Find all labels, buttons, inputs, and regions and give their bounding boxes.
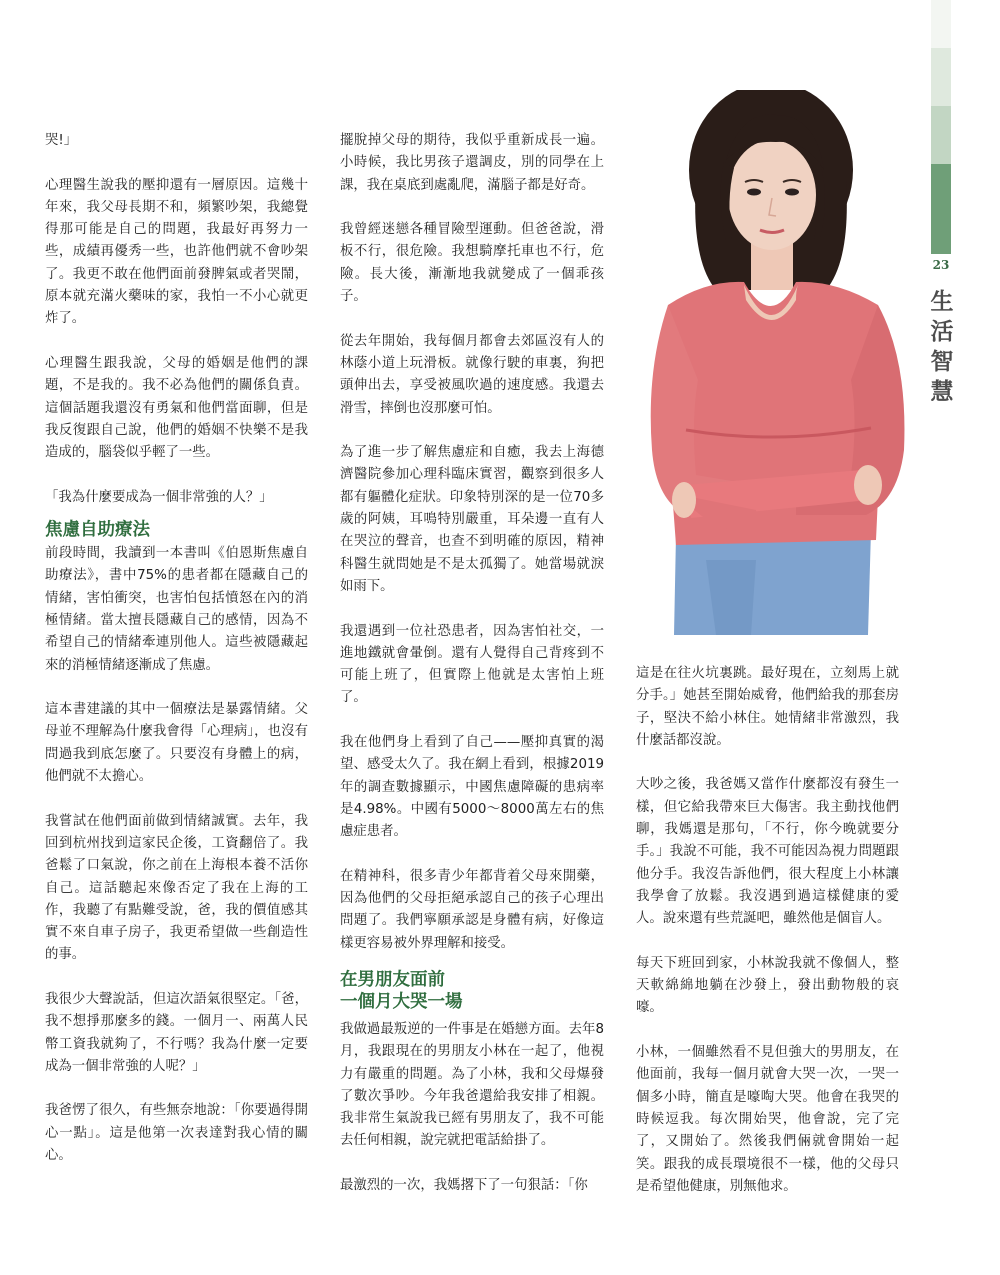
section-heading [340,969,604,1013]
paragraph: 每天下班回到家，小林說我就不像個人，整天軟綿綿地躺在沙發上，發出動物般的哀嚎。 [636,955,899,1016]
paragraph: 擺脫掉父母的期待，我似乎重新成長一遍。小時候，我比男孩子還調皮，別的同學在上課，我在桌底到處亂爬，滿腦子都是好奇。 [340,133,604,193]
tab-block-2 [931,48,951,106]
paragraph: 我嘗試在他們面前做到情緒誠實。去年，我回到杭州找到這家民企後，工資翻倍了。我爸鬆了口氣說，你之前在上海根本養不活你自己。這話聽起來像否定了我在上海的工作，我聽了有點難受說，爸，我的價值感其實不來自車子房子，我更希望做一些創造性的事。 [45,813,308,963]
article-column-2 [340,130,604,1220]
section-title-char: 生 [930,288,954,315]
paragraph: 我很少大聲說話，但這次語氣很堅定。「爸，我不想掙那麼多的錢。一個月一、兩萬人民幣工資我就夠了，不行嗎？我為什麼一定要成為一個非常強的人呢？」 [45,991,308,1074]
page-number: 23 [932,258,950,272]
jeans [674,530,871,635]
portrait-photo [646,90,910,635]
tab-block-4 [931,164,951,254]
section-heading-line: 在男朋友面前 [340,969,445,990]
tab-block-3 [931,106,951,164]
article-column-1 [45,130,308,1190]
tab-block-1 [931,0,951,48]
paragraph: 這是在往火坑裏跳。最好現在，立刻馬上就分手。」她甚至開始威脅，他們給我的那套房子，堅決不給小林住。她情緒非常激烈，我什麼話都沒說。 [636,666,899,748]
section-title [929,287,955,407]
section-title-char: 慧 [930,378,954,405]
paragraph: 我爸愣了很久，有些無奈地說：「你要過得開心一點」。這是他第一次表達對我心情的關心。 [45,1103,308,1164]
paragraph: 「我為什麼要成為一個非常強的人？」 [45,489,273,505]
paragraph: 在精神科，很多青少年都背着父母來開藥，因為他們的父母拒絕承認自己的孩子心理出問題了。我們寧願承認是身體有病，好像這樣更容易被外界理解和接受。 [340,868,604,951]
paragraph: 我曾經迷戀各種冒險型運動。但爸爸說，滑板不行，很危險。我想騎摩托車也不行，危險。長大後，漸漸地我就變成了一個乖孩子。 [340,222,604,305]
paragraph: 我做過最叛逆的一件事是在婚戀方面。去年8月，我跟現在的男朋友小林在一起了，他視力有嚴重的問題。為了小林，我和父母爆發了數次爭吵。今年我爸還給我安排了相親。我非常生氣說我已經有男朋友了，我不可能去任何相親，說完就把電話給掛了。 [340,1021,604,1149]
paragraph: 這本書建議的其中一個療法是暴露情緒。父母並不理解為什麼我會得「心理病」，也沒有問過我到底怎麼了。只要沒有身體上的病，他們就不太擔心。 [45,702,308,785]
paragraph: 為了進一步了解焦慮症和自癒，我去上海德濟醫院參加心理科臨床實習，觀察到很多人都有軀體化症狀。印象特別深的是一位70多歲的阿姨，耳鳴特別嚴重，耳朵邊一直有人在哭泣的聲音，也查不到明確的原因，精神科醫生就問她是不是太孤獨了。她當場就淚如雨下。 [340,445,604,594]
section-heading: 焦慮自助療法 [45,520,150,541]
paragraph: 心理醫生跟我說，父母的婚姻是他們的課題，不是我的。我不必為他們的關係負責。這個話題我還沒有勇氣和他們當面聊，但是我反復跟自己說，他們的婚姻不快樂不是我造成的，腦袋似乎輕了一些。 [45,355,308,461]
portrait-illustration [646,90,910,635]
paragraph: 哭!」 [45,133,78,148]
article-column-3 [636,663,899,1220]
paragraph: 小林，一個雖然看不見但強大的男朋友，在他面前，我每一個月就會大哭一次，一哭一個多小時，簡直是嚎啕大哭。他會在我哭的時候逗我。每次開始哭，他會說，完了完了，又開始了。然後我們倆就會開始一起笑。跟我的成長環境很不一樣，他的父母只是希望他健康，別無他求。 [636,1045,899,1194]
paragraph: 前段時間，我讀到一本書叫《伯恩斯焦慮自助療法》，書中75%的患者都在隱藏自己的情緒，害怕衝突，也害怕包括憤怒在內的消極情緒。當太擅長隱藏自己的感情，因為不希望自己的情緒牽連別他人。這些被隱藏起來的消極情緒逐漸成了焦慮。 [45,546,308,673]
paragraph: 心理醫生說我的壓抑還有一層原因。這幾十年來，我父母長期不和，頻繁吵架，我總覺得那可能是自己的問題，我最好再努力一些，成績再優秀一些，也許他們就不會吵架了。我更不敢在他們面前發脾氣或者哭鬧，原本就充滿火藥味的家，我怕一不小心就更炸了。 [45,177,308,327]
section-title-char: 智 [930,348,954,375]
paragraph: 大吵之後，我爸媽又當作什麼都沒有發生一樣，但它給我帶來巨大傷害。我主動找他們聊，我媽還是那句，「不行，你今晚就要分手。」我說不可能，我不可能因為視力問題跟他分手。我沒告訴他們，很大程度上小林讓我學會了放鬆。我沒遇到過這樣健康的愛人。說來還有些荒誕吧，雖然他是個盲人。 [636,777,899,927]
paragraph: 最激烈的一次，我媽撂下了一句狠話：「你 [340,1178,588,1194]
section-heading-line: 一個月大哭一場 [340,991,463,1012]
paragraph: 我還遇到一位社恐患者，因為害怕社交，一進地鐵就會暈倒。還有人覺得自己背疼到不可能上班了，但實際上他就是太害怕上班了。 [340,623,604,706]
section-title-char: 活 [930,318,954,345]
paragraph: 我在他們身上看到了自己——壓抑真實的渴望、感受太久了。我在網上看到，根據2019年的調查數據顯示，中國焦慮障礙的患病率是4.98%。中國有5000～8000萬左右的焦慮症患者。 [340,735,604,840]
paragraph: 從去年開始，我每個月都會去郊區沒有人的林蔭小道上玩滑板。就像行駛的車裏，狗把頭伸出去，享受被風吹過的速度感。我還去滑雪，摔倒也沒那麼可怕。 [340,333,604,416]
